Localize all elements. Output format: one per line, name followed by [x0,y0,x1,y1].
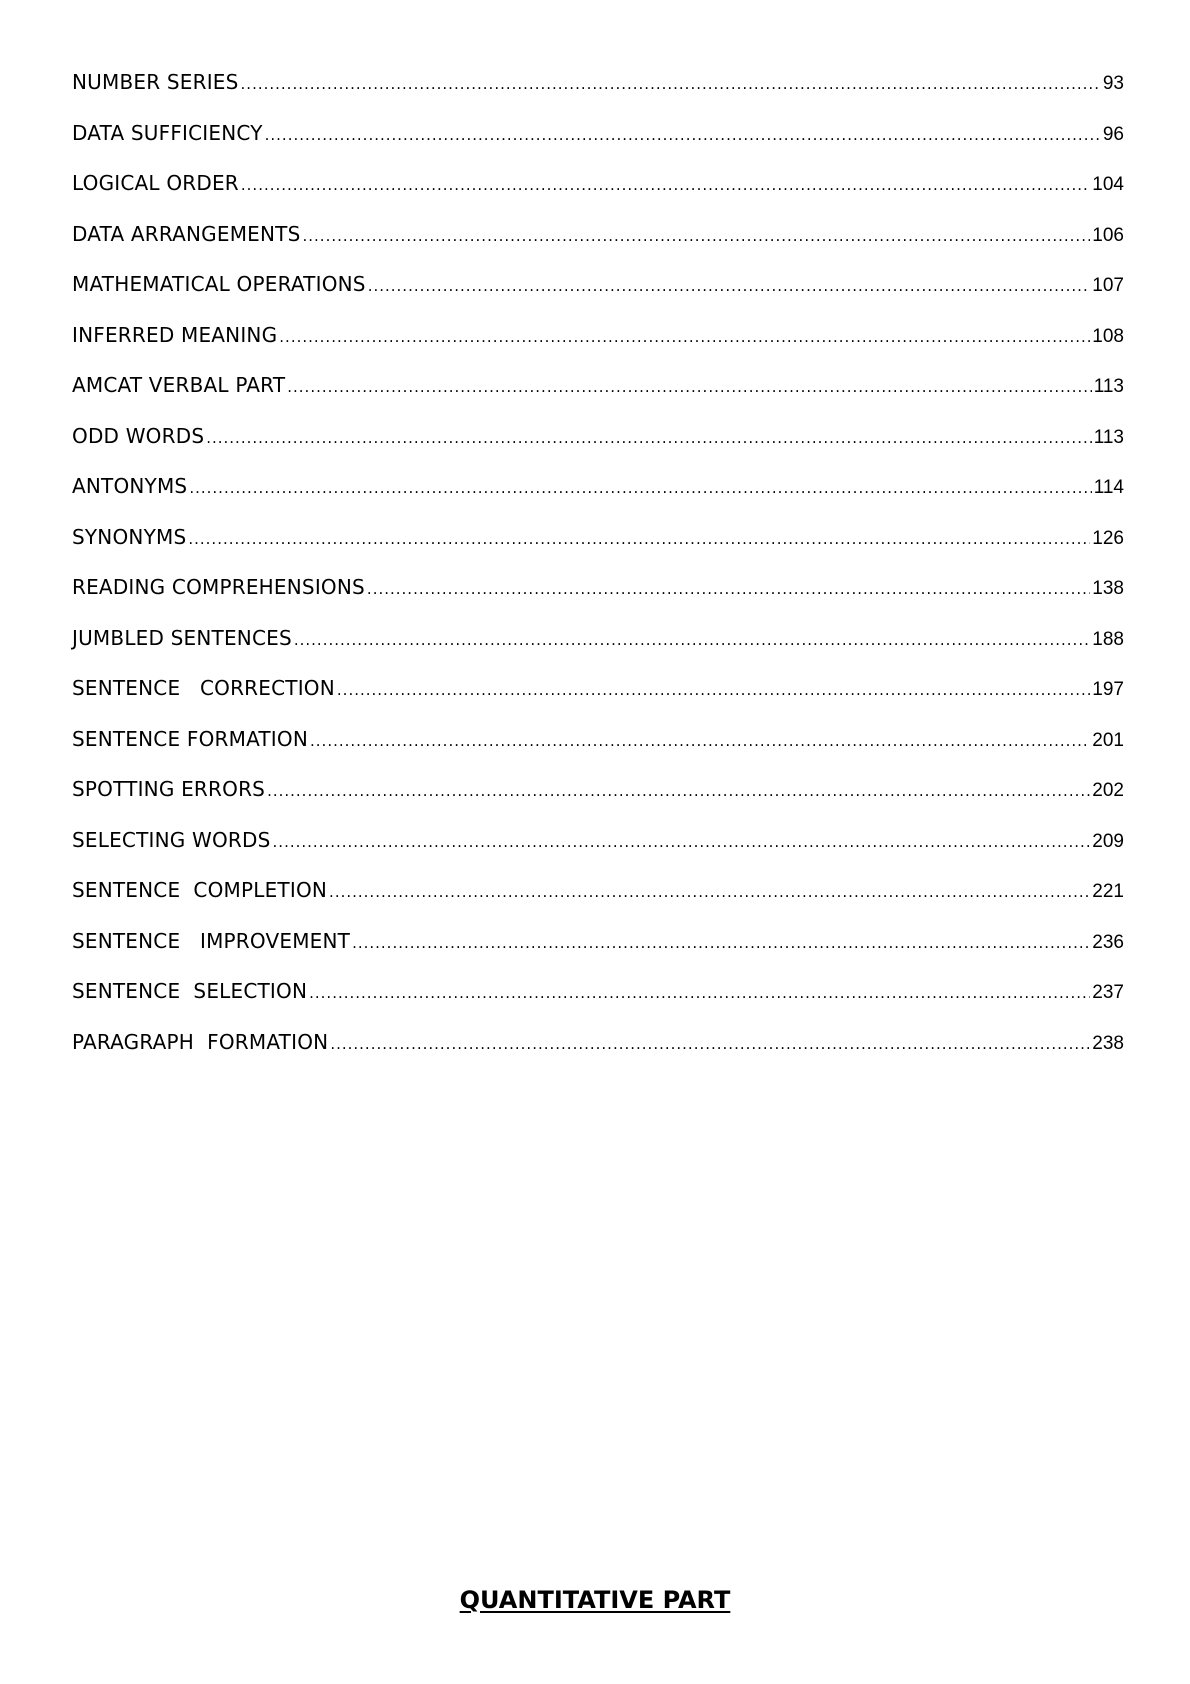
dot-leader [352,931,1090,955]
toc-entry-title: SPOTTING ERRORS [72,777,266,801]
toc-entry-page: 209 [1092,830,1124,852]
toc-entry-jumbled-sentences[interactable] [72,626,1124,677]
dot-leader [273,830,1091,854]
toc-entry-page: 108 [1092,325,1124,347]
toc-entry-page: 106 [1092,224,1124,246]
dot-leader [303,224,1091,248]
toc-entry-title: NUMBER SERIES [72,70,239,94]
toc-entry-title: SENTENCE SELECTION [72,979,308,1003]
toc-entry-sentence-improvement[interactable] [72,929,1124,980]
toc-entry-page: 188 [1092,628,1124,650]
toc-entry-title: DATA ARRANGEMENTS [72,221,301,246]
toc-entry-title: PARAGRAPH FORMATION [72,1029,329,1054]
toc-entry-page: 126 [1092,527,1124,549]
dot-leader [329,880,1090,904]
dot-leader [330,1032,1090,1056]
toc-entry-odd-words[interactable] [72,424,1124,475]
toc-entry-data-arrangements[interactable] [72,222,1124,273]
toc-entry-sentence-formation[interactable] [72,727,1124,778]
toc-entry-sentence-selection[interactable] [72,979,1124,1030]
toc-entry-page: 96 [1102,123,1124,145]
toc-entry-page: 238 [1092,1032,1124,1054]
toc-entry-page: 197 [1092,679,1124,700]
toc-entry-title: DATA SUFFICIENCY [72,120,263,145]
toc-entry-selecting-words[interactable] [72,828,1124,879]
dot-leader [367,577,1090,601]
toc-entry-title: SELECTING WORDS [72,827,271,852]
dot-leader [310,729,1090,753]
toc-entry-page: 201 [1092,729,1124,751]
toc-entry-page: 114 [1093,477,1124,498]
toc-entry-synonyms[interactable] [72,525,1124,576]
toc-entry-title: SENTENCE IMPROVEMENT [72,928,351,953]
toc-entry-title: SENTENCE COMPLETION [72,878,328,902]
toc-entry-title: AMCAT VERBAL PART [72,373,286,397]
toc-entry-title: SENTENCE FORMATION [72,726,309,751]
toc-entry-sentence-completion[interactable] [72,878,1124,929]
dot-leader [309,981,1090,1005]
toc-entry-logical-order[interactable] [72,171,1124,222]
toc-entry-page: 221 [1092,881,1124,902]
toc-entry-paragraph-formation[interactable] [72,1030,1124,1081]
section-heading: QUANTITATIVE PART [459,1586,731,1614]
toc-entry-reading-comprehensions[interactable] [72,575,1124,626]
toc-entry-antonyms[interactable] [72,474,1124,525]
dot-leader [188,527,1090,551]
toc-entry-title: JUMBLED SENTENCES [72,625,292,650]
toc-entry-title: SYNONYMS [72,524,187,549]
dot-leader [265,123,1101,147]
toc-entry-page: 107 [1092,275,1124,296]
toc-entry-page: 104 [1092,174,1124,195]
toc-entry-title: READING COMPREHENSIONS [72,575,365,599]
dot-leader [206,426,1091,450]
toc-entry-amcat-verbal-part[interactable] [72,373,1124,424]
toc-entry-title: INFERRED MEANING [72,322,278,347]
toc-entry-title: ANTONYMS [72,474,188,498]
dot-leader [267,779,1090,803]
toc-entry-number-series[interactable] [72,70,1124,121]
table-of-contents [72,70,1124,1080]
dot-leader [368,274,1091,298]
toc-entry-page: 93 [1102,73,1124,94]
dot-leader [337,678,1090,702]
dot-leader [241,173,1090,197]
toc-entry-page: 138 [1092,578,1124,599]
dot-leader [287,375,1091,399]
dot-leader [241,72,1101,96]
toc-entry-page: 236 [1092,931,1124,953]
dot-leader [189,476,1091,500]
dot-leader [279,325,1090,349]
toc-entry-page: 237 [1092,982,1124,1003]
toc-entry-page: 202 [1092,780,1124,801]
toc-entry-inferred-meaning[interactable] [72,323,1124,374]
toc-entry-title: SENTENCE CORRECTION [72,676,335,700]
toc-entry-title: LOGICAL ORDER [72,171,239,195]
toc-entry-title: ODD WORDS [72,423,205,448]
toc-entry-spotting-errors[interactable] [72,777,1124,828]
dot-leader [294,628,1090,652]
toc-entry-mathematical-operations[interactable] [72,272,1124,323]
toc-entry-sentence-correction[interactable] [72,676,1124,727]
toc-entry-page: 113 [1093,426,1124,448]
toc-entry-data-sufficiency[interactable] [72,121,1124,172]
toc-entry-page: 113 [1093,376,1124,397]
toc-entry-title: MATHEMATICAL OPERATIONS [72,272,366,296]
